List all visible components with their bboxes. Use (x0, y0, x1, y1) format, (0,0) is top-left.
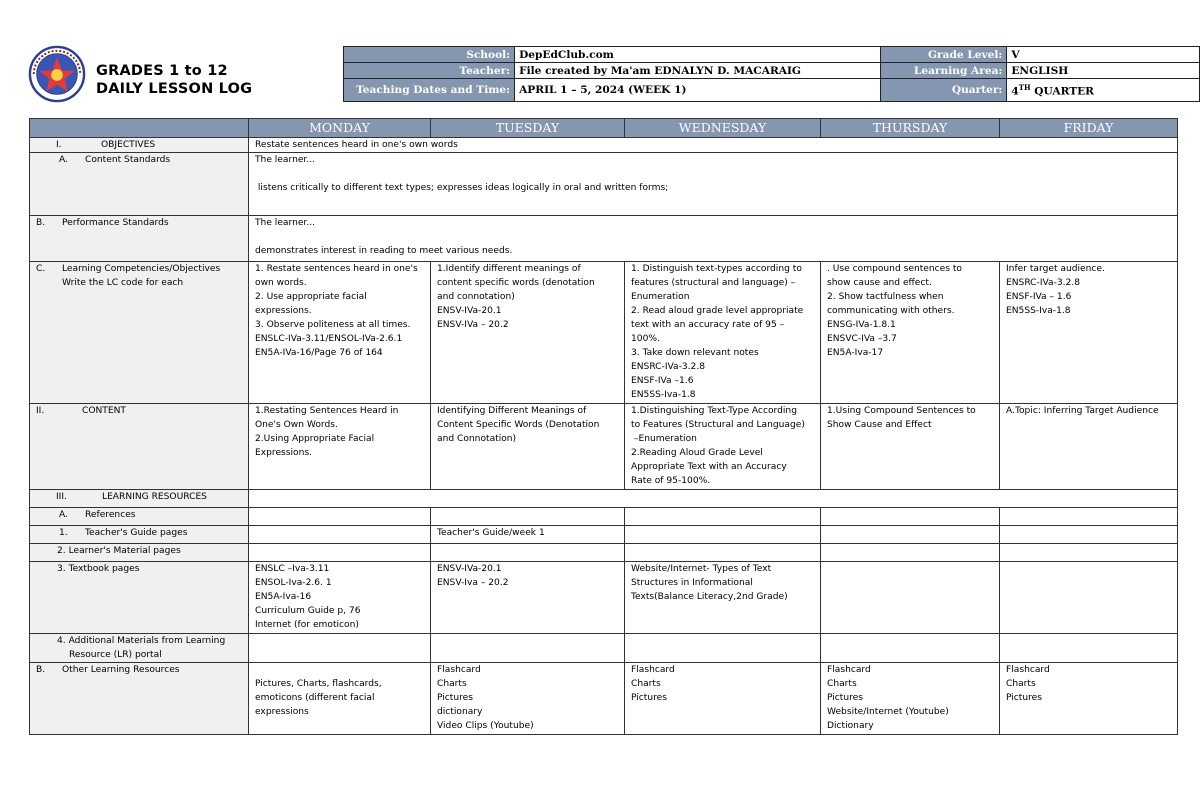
cell-line: Charts (631, 679, 661, 689)
cell-line: One's Own Words. (255, 420, 338, 430)
day-thursday: THURSDAY (821, 119, 1000, 138)
additional-materials-friday (1000, 634, 1178, 663)
performance-standards-line1: The learner... (255, 218, 316, 228)
textbook-label: 3. Textbook pages (57, 564, 140, 574)
cell-line: 2. Use appropriate facial (255, 292, 367, 302)
day-header-row (30, 119, 1178, 138)
other-resources-label-cell (30, 663, 249, 735)
teachers-guide-num: 1. (59, 528, 68, 538)
content-num: II. (36, 406, 45, 416)
references-label-cell (30, 508, 249, 526)
cell-line: 100%. (631, 334, 660, 344)
cell-line: content specific words (denotation (437, 278, 595, 288)
quarter-text: QUARTER (1030, 85, 1094, 98)
learners-material-wednesday (625, 544, 821, 562)
objectives-num: I. (56, 140, 62, 150)
learners-material-label: 2. Learner's Material pages (57, 546, 181, 556)
textbook-row (30, 562, 1178, 634)
teachers-guide-friday (1000, 526, 1178, 544)
learning-resources-label-cell (30, 490, 249, 508)
cell-line: ENSLC-IVa-3.11/ENSOL-IVa-2.6.1 (255, 334, 403, 344)
content-standards-row (30, 153, 1178, 216)
cell-line: 1.Identify different meanings of (437, 264, 581, 274)
additional-materials-label-line2: Resource (LR) portal (69, 650, 162, 660)
references-label: References (85, 510, 136, 520)
learners-material-friday (1000, 544, 1178, 562)
textbook-monday (249, 562, 431, 634)
cell-line: ENSF-IVa – 1.6 (1006, 292, 1072, 302)
title-line-2: DAILY LESSON LOG (96, 81, 253, 97)
learning-resources-empty (249, 490, 1178, 508)
cell-line: Show Cause and Effect (827, 420, 932, 430)
cell-line: Pictures (827, 693, 864, 703)
additional-materials-label-line1: 4. Additional Materials from Learning (57, 636, 226, 646)
objectives-text: Restate sentences heard in one's own words (249, 138, 1178, 153)
objectives-row (30, 138, 1178, 153)
content-monday (249, 404, 431, 490)
cell-line: EN5A-Iva-17 (827, 348, 884, 358)
cell-line: A.Topic: Inferring Target Audience (1006, 406, 1159, 416)
additional-materials-tuesday (431, 634, 625, 663)
cell-line: 3. Take down relevant notes (631, 348, 759, 358)
teaching-dates-label: Teaching Dates and Time: (344, 79, 515, 102)
cell-line: Charts (1006, 679, 1036, 689)
school-value: DepEdClub.com (515, 47, 881, 63)
day-wednesday: WEDNESDAY (625, 119, 821, 138)
teacher-label: Teacher: (344, 63, 515, 79)
cell-line: 1. Restate sentences heard in one's (255, 264, 418, 274)
other-resources-friday (1000, 663, 1178, 735)
cell-line: Structures in Informational (631, 578, 753, 588)
performance-standards-text (249, 216, 1178, 262)
lesson-log-table (29, 118, 1178, 735)
content-standards-line2: listens critically to different text types; expresses ideas logically in oral and written forms; (255, 183, 669, 193)
textbook-tuesday (431, 562, 625, 634)
references-num: A. (59, 510, 68, 520)
cell-line: features (structural and language) – (631, 278, 796, 288)
cell-line: ENSF-IVa –1.6 (631, 376, 694, 386)
cell-line: ENSLC –Iva-3.11 (255, 564, 330, 574)
deped-seal-logo (28, 45, 86, 103)
references-tuesday (431, 508, 625, 526)
content-row (30, 404, 1178, 490)
cell-line: EN5A-IVa-16/Page 76 of 164 (255, 348, 383, 358)
references-row (30, 508, 1178, 526)
textbook-thursday (821, 562, 1000, 634)
cell-line: ENSVC-IVa –3.7 (827, 334, 897, 344)
cell-line: Pictures (1006, 693, 1043, 703)
cell-line: 1. Distinguish text-types according to (631, 264, 802, 274)
textbook-friday (1000, 562, 1178, 634)
performance-standards-label-cell (30, 216, 249, 262)
day-monday: MONDAY (249, 119, 431, 138)
cell-line: Website/Internet (Youtube) (827, 707, 949, 717)
cell-line: and Connotation) (437, 434, 517, 444)
additional-materials-label-cell (30, 634, 249, 663)
content-standards-num: A. (59, 155, 68, 165)
content-standards-line1: The learner... (255, 155, 316, 165)
cell-line: 2.Using Appropriate Facial (255, 434, 375, 444)
content-standards-text (249, 153, 1178, 216)
competencies-thursday (821, 262, 1000, 404)
cell-line: Expressions. (255, 448, 312, 458)
other-resources-wednesday (625, 663, 821, 735)
day-friday: FRIDAY (1000, 119, 1178, 138)
grade-level-label: Grade Level: (880, 47, 1007, 63)
cell-line: expressions (255, 707, 309, 717)
references-monday (249, 508, 431, 526)
content-standards-label-cell (30, 153, 249, 216)
grade-level-value: V (1007, 47, 1200, 63)
competencies-tuesday (431, 262, 625, 404)
additional-materials-monday (249, 634, 431, 663)
learners-material-monday (249, 544, 431, 562)
quarter-number: 4 (1011, 85, 1019, 98)
cell-line (255, 663, 430, 677)
learning-resources-num: III. (56, 492, 67, 502)
content-tuesday (431, 404, 625, 490)
other-resources-tuesday (431, 663, 625, 735)
cell-line: 2.Reading Aloud Grade Level (631, 448, 763, 458)
textbook-wednesday (625, 562, 821, 634)
competencies-label-line1: Learning Competencies/Objectives (62, 264, 221, 274)
cell-line: Curriculum Guide p, 76 (255, 606, 361, 616)
learners-material-thursday (821, 544, 1000, 562)
competencies-label-cell (30, 262, 249, 404)
other-resources-row (30, 663, 1178, 735)
cell-line: Video Clips (Youtube) (437, 721, 534, 731)
objectives-label-cell (30, 138, 249, 153)
additional-materials-row (30, 634, 1178, 663)
cell-line: Pictures (437, 693, 474, 703)
cell-line: 3. Observe politeness at all times. (255, 320, 411, 330)
competencies-friday (1000, 262, 1178, 404)
cell-line: ENSRC-IVa-3.2.8 (631, 362, 706, 372)
cell-line: EN5SS-Iva-1.8 (1006, 306, 1071, 316)
school-label: School: (344, 47, 515, 63)
references-thursday (821, 508, 1000, 526)
cell-line: 1.Using Compound Sentences to (827, 406, 976, 416)
cell-line: Pictures (631, 693, 668, 703)
quarter-label: Quarter: (880, 79, 1007, 102)
cell-line: ENSG-IVa-1.8.1 (827, 320, 896, 330)
cell-line: 2. Show tactfulness when (827, 292, 944, 302)
quarter-suffix: TH (1018, 82, 1031, 92)
learning-area-label: Learning Area: (880, 63, 1007, 79)
references-wednesday (625, 508, 821, 526)
teachers-guide-label-cell (30, 526, 249, 544)
content-label-cell (30, 404, 249, 490)
cell-line: Enumeration (631, 292, 690, 302)
cell-line: Appropriate Text with an Accuracy (631, 462, 787, 472)
cell-line: Content Specific Words (Denotation (437, 420, 600, 430)
cell-line: Flashcard (631, 665, 675, 675)
cell-line: communicating with others. (827, 306, 955, 316)
cell-line: own words. (255, 278, 307, 288)
cell-line: expressions. (255, 306, 312, 316)
performance-standards-label: Performance Standards (62, 218, 169, 228)
teachers-guide-label: Teacher's Guide pages (85, 528, 188, 538)
cell-line: –Enumeration (631, 434, 697, 444)
cell-line: ENSV-Iva – 20.2 (437, 578, 509, 588)
teachers-guide-tuesday: Teacher's Guide/week 1 (431, 526, 625, 544)
cell-line: 1.Restating Sentences Heard in (255, 406, 399, 416)
other-resources-num: B. (36, 665, 46, 675)
performance-standards-line2: demonstrates interest in reading to meet various needs. (255, 246, 513, 256)
content-standards-label: Content Standards (85, 155, 171, 165)
cell-line: Infer target audience. (1006, 264, 1105, 274)
cell-line: Charts (437, 679, 467, 689)
content-wednesday (625, 404, 821, 490)
document-title (96, 62, 252, 98)
teachers-guide-monday (249, 526, 431, 544)
competencies-label-line2: Write the LC code for each (62, 278, 184, 288)
quarter-value (1007, 79, 1200, 102)
content-thursday (821, 404, 1000, 490)
content-label: CONTENT (82, 406, 126, 416)
learners-material-row (30, 544, 1178, 562)
cell-line: Flashcard (437, 665, 481, 675)
cell-line: and connotation) (437, 292, 515, 302)
teachers-guide-row (30, 526, 1178, 544)
cell-line: . Use compound sentences to (827, 264, 962, 274)
learning-resources-label: LEARNING RESOURCES (102, 492, 207, 502)
cell-line: Dictionary (827, 721, 874, 731)
additional-materials-thursday (821, 634, 1000, 663)
other-resources-label: Other Learning Resources (62, 665, 180, 675)
competencies-wednesday (625, 262, 821, 404)
learning-resources-row (30, 490, 1178, 508)
title-line-1: GRADES 1 to 12 (96, 63, 228, 79)
cell-line: Flashcard (1006, 665, 1050, 675)
cell-line: Identifying Different Meanings of (437, 406, 587, 416)
performance-standards-row (30, 216, 1178, 262)
competencies-row (30, 262, 1178, 404)
cell-line: dictionary (437, 707, 483, 717)
cell-line: EN5A-Iva-16 (255, 592, 312, 602)
references-friday (1000, 508, 1178, 526)
learning-area-value: ENGLISH (1007, 63, 1200, 79)
cell-line: ENSOL-Iva-2.6. 1 (255, 578, 332, 588)
cell-line: ENSV-IVa-20.1 (437, 306, 502, 316)
cell-line: to Features (Structural and Language) (631, 420, 805, 430)
cell-line: ENSV-IVa-20.1 (437, 564, 502, 574)
competencies-num: C. (36, 264, 46, 274)
cell-line: ENSV-IVa – 20.2 (437, 320, 509, 330)
additional-materials-wednesday (625, 634, 821, 663)
teachers-guide-wednesday (625, 526, 821, 544)
performance-standards-num: B. (36, 218, 46, 228)
other-resources-thursday (821, 663, 1000, 735)
teacher-value: File created by Ma'am EDNALYN D. MACARAIG (515, 63, 881, 79)
teachers-guide-thursday (821, 526, 1000, 544)
learners-material-label-cell (30, 544, 249, 562)
objectives-label: OBJECTIVES (101, 140, 156, 150)
cell-line: Rate of 95-100%. (631, 476, 711, 486)
cell-line: EN5SS-Iva-1.8 (631, 390, 696, 400)
cell-line: Website/Internet- Types of Text (631, 564, 772, 574)
day-tuesday: TUESDAY (431, 119, 625, 138)
cell-line: show cause and effect. (827, 278, 932, 288)
cell-line: Flashcard (827, 665, 871, 675)
cell-line: 1.Distinguishing Text-Type According (631, 406, 797, 416)
other-resources-monday (249, 663, 431, 735)
learners-material-tuesday (431, 544, 625, 562)
cell-line: Charts (827, 679, 857, 689)
cell-line: Texts(Balance Literacy,2nd Grade) (631, 592, 788, 602)
teaching-dates-value: APRIL 1 – 5, 2024 (WEEK 1) (515, 79, 881, 102)
cell-line: 2. Read aloud grade level appropriate (631, 306, 804, 316)
corner-cell (30, 119, 249, 138)
content-friday (1000, 404, 1178, 490)
cell-line: emoticons (different facial (255, 693, 375, 703)
textbook-label-cell (30, 562, 249, 634)
cell-line: Pictures, Charts, flashcards, (255, 679, 382, 689)
cell-line: text with an accuracy rate of 95 – (631, 320, 785, 330)
competencies-monday (249, 262, 431, 404)
cell-line: ENSRC-IVa-3.2.8 (1006, 278, 1081, 288)
cell-line: Internet (for emoticon) (255, 620, 359, 630)
header-info-table (343, 46, 1200, 102)
